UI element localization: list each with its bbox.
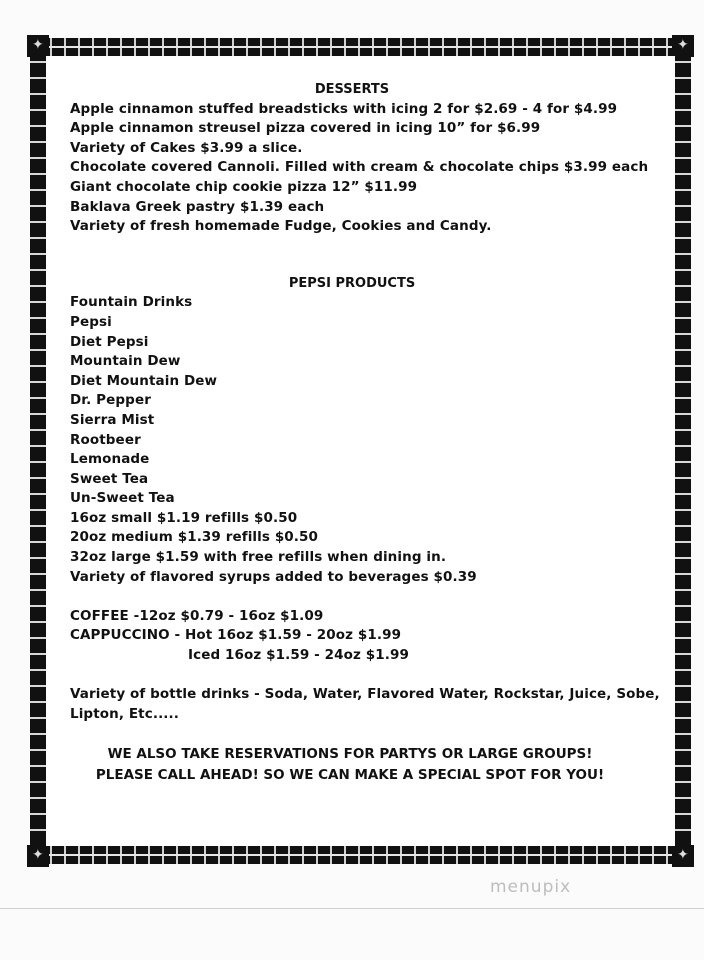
- reservations-line: PLEASE CALL AHEAD! SO WE CAN MAKE A SPECIAL SPOT FOR YOU!: [95, 767, 605, 784]
- watermark-logo: menupix: [490, 877, 572, 897]
- corner-ornament-icon: [27, 845, 49, 867]
- pepsi-item: Lemonade: [70, 451, 150, 468]
- border-top: [30, 38, 691, 56]
- pepsi-item: 32oz large $1.59 with free refills when dining in.: [70, 549, 447, 566]
- pepsi-item: Diet Mountain Dew: [70, 372, 218, 389]
- dessert-item: Giant chocolate chip cookie pizza 12” $11.99: [70, 178, 418, 195]
- border-bottom: [30, 846, 691, 864]
- page-edge-divider: [0, 908, 704, 909]
- bottle-drinks-section: [70, 685, 670, 724]
- bottle-drinks-line: Variety of bottle drinks - Soda, Water, Flavored Water, Rockstar, Juice, Sobe,: [70, 686, 660, 703]
- corner-ornament-icon: [672, 35, 694, 57]
- coffee-section: [70, 607, 670, 666]
- reservations-line: WE ALSO TAKE RESERVATIONS FOR PARTYS OR LARGE GROUPS!: [107, 746, 593, 763]
- dessert-item: Apple cinnamon stuffed breadsticks with icing 2 for $2.69 - 4 for $4.99: [70, 100, 618, 117]
- pepsi-item: Un-Sweet Tea: [70, 490, 175, 507]
- cappuccino-line: CAPPUCCINO - Hot 16oz $1.59 - 20oz $1.99: [70, 627, 402, 644]
- border-left: [30, 38, 46, 864]
- border-right: [675, 38, 691, 864]
- pepsi-item: 16oz small $1.19 refills $0.50: [70, 509, 298, 526]
- pepsi-item: Dr. Pepper: [70, 392, 151, 409]
- pepsi-item: Variety of flavored syrups added to beverages $0.39: [70, 568, 477, 585]
- pepsi-item: Rootbeer: [70, 431, 141, 448]
- corner-ornament-icon: [27, 35, 49, 57]
- pepsi-item: Fountain Drinks: [70, 294, 193, 311]
- pepsi-heading: PEPSI PRODUCTS: [288, 275, 416, 291]
- pepsi-list: [70, 293, 670, 587]
- dessert-item: Baklava Greek pastry $1.39 each: [70, 198, 325, 215]
- dessert-item: Chocolate covered Cannoli. Filled with cream & chocolate chips $3.99 each: [70, 159, 649, 176]
- reservations-notice: [50, 744, 650, 786]
- pepsi-item: Diet Pepsi: [70, 333, 149, 350]
- pepsi-item: Pepsi: [70, 313, 112, 330]
- iced-cappuccino-line: Iced 16oz $1.59 - 24oz $1.99: [188, 647, 409, 664]
- pepsi-item: Sierra Mist: [70, 411, 155, 428]
- menu-content: [70, 80, 670, 786]
- corner-ornament-icon: [672, 845, 694, 867]
- dessert-item: Variety of Cakes $3.99 a slice.: [70, 139, 303, 156]
- pepsi-item: 20oz medium $1.39 refills $0.50: [70, 529, 319, 546]
- desserts-heading: DESSERTS: [314, 82, 390, 97]
- dessert-item: Variety of fresh homemade Fudge, Cookies and Candy.: [70, 218, 492, 235]
- coffee-line: COFFEE -12oz $0.79 - 16oz $1.09: [70, 607, 324, 624]
- pepsi-item: Mountain Dew: [70, 353, 181, 370]
- bottle-drinks-line: Lipton, Etc.....: [70, 705, 179, 722]
- desserts-list: [70, 100, 670, 237]
- dessert-item: Apple cinnamon streusel pizza covered in icing 10” for $6.99: [70, 120, 541, 137]
- pepsi-item: Sweet Tea: [70, 470, 149, 487]
